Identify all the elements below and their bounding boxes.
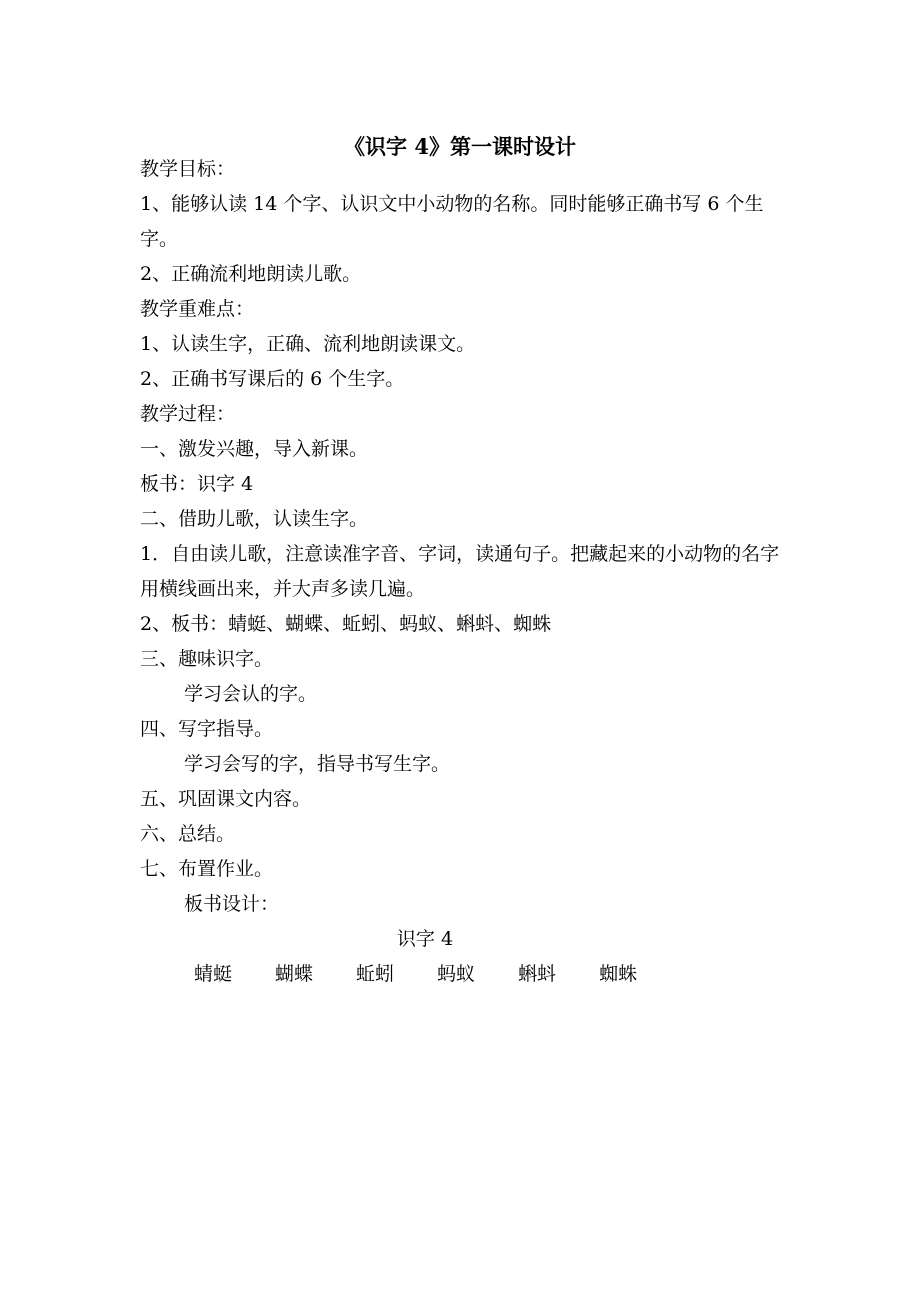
- board-word: 蝴蝶: [275, 963, 314, 985]
- process-step: 四、写字指导。: [140, 718, 274, 740]
- process-step-detail: 学习会写的字，指导书写生字。: [184, 753, 451, 775]
- goals-heading: 教学目标：: [140, 158, 236, 180]
- process-step: 三、趣味识字。: [140, 648, 274, 670]
- process-substep: 2、板书：蜻蜓、蝴蝶、蚯蚓、蚂蚁、蝌蚪、蜘蛛: [140, 613, 552, 635]
- process-step: 六、总结。: [140, 823, 236, 845]
- board-word: 蜻蜓: [194, 963, 233, 985]
- process-step: 五、巩固课文内容。: [140, 788, 312, 810]
- process-heading: 教学过程：: [140, 403, 236, 425]
- process-substep: 1．自由读儿歌，注意读准字音、字词，读通句子。把藏起来的小动物的名字用横线画出来，并大声多读几遍。: [140, 543, 780, 600]
- board-word: 蚯蚓: [356, 963, 395, 985]
- board-design-words: [140, 957, 790, 992]
- board-word: 蜘蛛: [599, 963, 638, 985]
- key-points-heading: 教学重难点：: [140, 298, 255, 320]
- process-step: 七、布置作业。: [140, 858, 274, 880]
- process-step-detail: 学习会认的字。: [184, 683, 318, 705]
- board-word: 蚂蚁: [437, 963, 476, 985]
- goal-item: 2、正确流利地朗读儿歌。: [140, 263, 362, 285]
- board-word: 蝌蚪: [518, 963, 557, 985]
- key-point-item: 1、认读生字，正确、流利地朗读课文。: [140, 333, 476, 355]
- document-body: [140, 152, 790, 992]
- process-step: 一、激发兴趣，导入新课。: [140, 438, 369, 460]
- process-step: 二、借助儿歌，认读生字。: [140, 508, 369, 530]
- board-design-heading: 识字 4: [396, 928, 454, 950]
- key-point-item: 2、正确书写课后的 6 个生字。: [140, 368, 405, 390]
- page-title: 《识字 4》第一课时设计: [344, 134, 576, 160]
- process-board-note: 板书：识字 4: [140, 473, 254, 495]
- board-design-label: 板书设计：: [184, 893, 280, 915]
- goal-item: 1、能够认读 14 个字、认识文中小动物的名称。同时能够正确书写 6 个生字。: [140, 193, 764, 250]
